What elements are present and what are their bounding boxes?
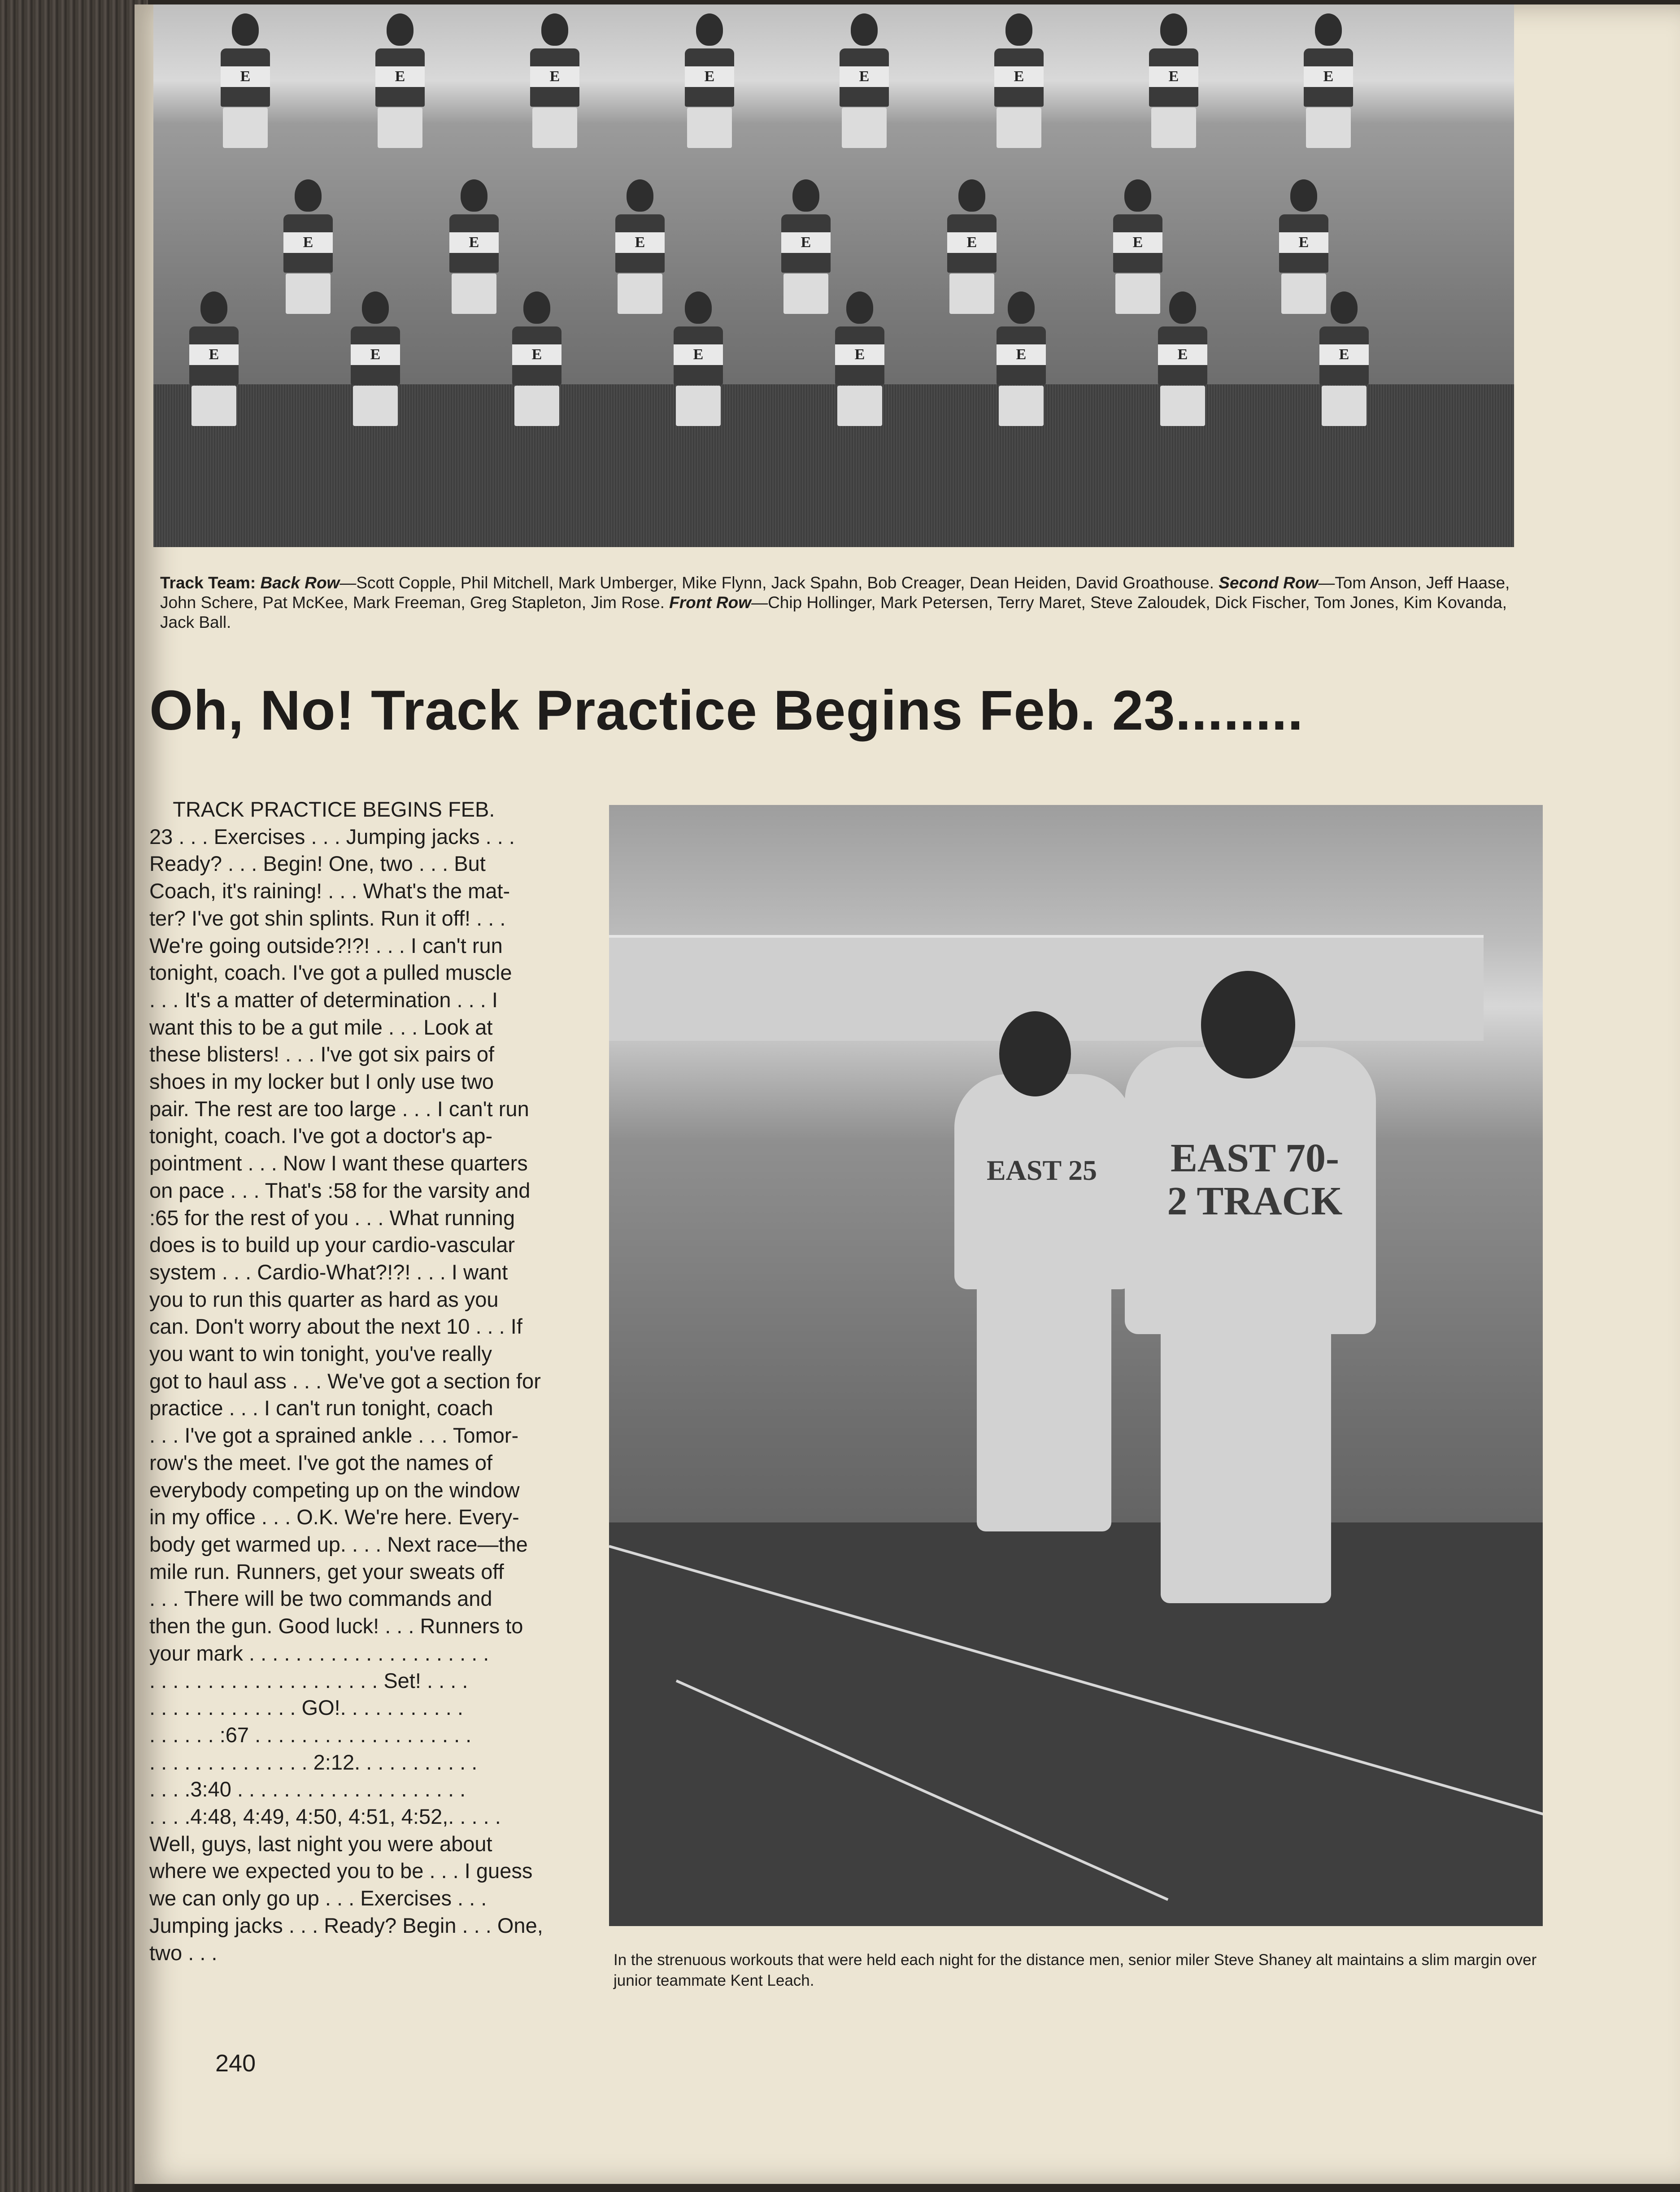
- team-member-shorts: [286, 274, 331, 314]
- story-line: . . . . . . . . . . . . . GO!. . . . . . . . . . .: [149, 1696, 463, 1720]
- team-member-figure: [1310, 291, 1378, 426]
- jersey-letter: E: [685, 66, 734, 87]
- team-member-figure: [274, 179, 342, 314]
- story-line: your mark . . . . . . . . . . . . . . . . . . . . .: [149, 1641, 489, 1665]
- team-member-shorts: [1160, 386, 1205, 426]
- runners-photo-caption: In the strenuous workouts that were held each night for the distance men, senior miler Steve Shaney alt maintains a slim margin over junior teammate Kent Leach.: [614, 1951, 1537, 1989]
- team-member-head: [295, 179, 322, 212]
- team-member-shorts: [1322, 386, 1367, 426]
- team-member-figure: [1149, 291, 1216, 426]
- jersey-letter: E: [1158, 344, 1207, 365]
- caption-back-row-label: Back Row: [260, 574, 340, 592]
- story-line: TRACK PRACTICE BEGINS FEB.: [149, 797, 495, 821]
- team-member-head: [851, 13, 878, 46]
- jersey-letter: E: [840, 66, 889, 87]
- story-line: . . . . . . . . . . . . . . 2:12. . . . . . . . . . .: [149, 1750, 478, 1774]
- team-member-shorts: [837, 386, 882, 426]
- story-line: tonight, coach. I've got a doctor's ap-: [149, 1124, 493, 1148]
- story-line: we can only go up . . . Exercises . . .: [149, 1886, 487, 1910]
- caption-second-row-names: —Tom Anson, Jeff Haase, John Schere, Pat McKee, Mark Freeman, Greg Stapleton, Jim Rose.: [160, 574, 1510, 612]
- team-member-shorts: [378, 108, 422, 148]
- team-member-head: [1290, 179, 1317, 212]
- story-line: ter? I've got shin splints. Run it off! . . .: [149, 906, 506, 930]
- jersey-letter: E: [994, 66, 1044, 87]
- team-member-shorts: [676, 386, 721, 426]
- team-member-head: [627, 179, 653, 212]
- jersey-letter: E: [530, 66, 579, 87]
- story-text: [149, 796, 566, 1966]
- story-line: can. Don't worry about the next 10 . . . If: [149, 1314, 522, 1339]
- story-line: . . . . . . :67 . . . . . . . . . . . . . . . . . . .: [149, 1722, 472, 1747]
- team-member-shorts: [1151, 108, 1196, 148]
- caption-front-row-label: Front Row: [669, 593, 752, 612]
- story-line: body get warmed up. . . . Next race—the: [149, 1532, 528, 1556]
- team-member-head: [232, 13, 259, 46]
- story-line: then the gun. Good luck! . . . Runners to: [149, 1614, 523, 1638]
- team-member-head: [1008, 291, 1035, 324]
- caption-front-row-names: —Chip Hollinger, Mark Petersen, Terry Maret, Steve Zaloudek, Dick Fischer, Tom Jones, Kim Kovanda, Jack Ball.: [160, 593, 1507, 631]
- story-line: 23 . . . Exercises . . . Jumping jacks . . .: [149, 824, 515, 848]
- team-member-figure: [521, 13, 588, 148]
- jersey-letter: E: [283, 232, 333, 253]
- book-page-edges: [0, 0, 148, 2192]
- story-line: two . . .: [149, 1940, 218, 1965]
- team-member-shorts: [783, 274, 828, 314]
- team-member-head: [696, 13, 723, 46]
- page-number: 240: [215, 2050, 256, 2077]
- team-member-shorts: [192, 386, 236, 426]
- story-line: in my office . . . O.K. We're here. Every-: [149, 1505, 519, 1529]
- story-line: row's the meet. I've got the names of: [149, 1450, 493, 1474]
- runner-left-pants: [977, 1280, 1111, 1531]
- running-track: [609, 1522, 1543, 1926]
- jersey-letter: E: [189, 344, 239, 365]
- story-line: practice . . . I can't run tonight, coach: [149, 1396, 493, 1420]
- team-member-figure: [503, 291, 570, 426]
- team-member-shorts: [353, 386, 398, 426]
- story-line: got to haul ass . . . We've got a section for: [149, 1369, 541, 1393]
- jersey-letter: E: [1149, 66, 1198, 87]
- team-member-shorts: [687, 108, 732, 148]
- jersey-letter: E: [512, 344, 561, 365]
- team-member-shorts: [223, 108, 268, 148]
- story-line: Well, guys, last night you were about: [149, 1831, 492, 1856]
- team-member-shorts: [514, 386, 559, 426]
- team-member-figure: [180, 291, 248, 426]
- jersey-letter: E: [1113, 232, 1162, 253]
- story-line: want this to be a gut mile . . . Look at: [149, 1015, 493, 1039]
- story-line: . . . .4:48, 4:49, 4:50, 4:51, 4:52,. . . . .: [149, 1805, 501, 1829]
- team-member-shorts: [999, 386, 1044, 426]
- story-line: on pace . . . That's :58 for the varsity and: [149, 1178, 531, 1202]
- team-member-figure: [212, 13, 279, 148]
- page-bottom-edge: [135, 2184, 1680, 2192]
- team-member-shorts: [1306, 108, 1351, 148]
- story-line: . . . I've got a sprained ankle . . . Tomor-: [149, 1423, 519, 1448]
- jersey-letter: E: [947, 232, 997, 253]
- story-line: pair. The rest are too large . . . I can't run: [149, 1096, 529, 1121]
- story-line: :65 for the rest of you . . . What running: [149, 1205, 515, 1230]
- sweatshirt-right-text: EAST 70-2 TRACK: [1167, 1136, 1343, 1223]
- story-line: you to run this quarter as hard as you: [149, 1287, 499, 1311]
- jersey-letter: E: [375, 66, 425, 87]
- jersey-letter: E: [1319, 344, 1369, 365]
- sweatshirt-left-text: EAST 25: [986, 1154, 1097, 1186]
- story-line: Jumping jacks . . . Ready? Begin . . . One,: [149, 1913, 543, 1937]
- team-member-figure: [1140, 13, 1207, 148]
- team-member-figure: [985, 13, 1053, 148]
- team-member-head: [523, 291, 550, 324]
- jersey-letter: E: [449, 232, 499, 253]
- story-line: . . . There will be two commands and: [149, 1587, 492, 1611]
- jersey-letter: E: [674, 344, 723, 365]
- jersey-letter: E: [615, 232, 665, 253]
- team-photo: [153, 4, 1514, 547]
- runner-right-pants: [1161, 1325, 1331, 1603]
- team-member-figure: [831, 13, 898, 148]
- team-member-head: [846, 291, 873, 324]
- story-line: system . . . Cardio-What?!?! . . . I want: [149, 1260, 508, 1284]
- story-line: pointment . . . Now I want these quarters: [149, 1151, 528, 1175]
- jersey-letter: E: [1279, 232, 1328, 253]
- story-line: where we expected you to be . . . I guess: [149, 1859, 533, 1883]
- jersey-letter: E: [835, 344, 884, 365]
- runner-left-head: [999, 1011, 1071, 1096]
- story-line: . . . It's a matter of determination . . . I: [149, 987, 498, 1012]
- story-line: Coach, it's raining! . . . What's the mat-: [149, 879, 510, 903]
- story-line: . . . .3:40 . . . . . . . . . . . . . . . . . . . .: [149, 1777, 466, 1801]
- team-member-head: [200, 291, 227, 324]
- page-headline: Oh, No! Track Practice Begins Feb. 23........: [149, 679, 1304, 742]
- caption-back-row-names: —Scott Copple, Phil Mitchell, Mark Umberger, Mike Flynn, Jack Spahn, Bob Creager, Dean Heiden, David Groathouse.: [339, 574, 1214, 592]
- team-member-head: [1315, 13, 1342, 46]
- team-member-head: [541, 13, 568, 46]
- team-member-shorts: [452, 274, 496, 314]
- team-member-head: [1005, 13, 1032, 46]
- story-line: you want to win tonight, you've really: [149, 1342, 492, 1366]
- team-member-head: [685, 291, 712, 324]
- team-member-head: [1124, 179, 1151, 212]
- story-line: Ready? . . . Begin! One, two . . . But: [149, 852, 486, 876]
- team-member-head: [387, 13, 413, 46]
- team-member-shorts: [618, 274, 662, 314]
- team-member-head: [958, 179, 985, 212]
- runners-photo: [609, 805, 1543, 1926]
- team-photo-caption: [160, 573, 1510, 632]
- team-member-figure: [988, 291, 1055, 426]
- story-line: tonight, coach. I've got a pulled muscle: [149, 961, 512, 985]
- team-member-shorts: [842, 108, 887, 148]
- jersey-letter: E: [1304, 66, 1353, 87]
- team-member-figure: [1295, 13, 1362, 148]
- team-member-figure: [826, 291, 893, 426]
- team-member-head: [1169, 291, 1196, 324]
- story-line: . . . . . . . . . . . . . . . . . . . . Set! . . . .: [149, 1668, 468, 1692]
- team-member-head: [1160, 13, 1187, 46]
- story-line: everybody competing up on the window: [149, 1478, 520, 1502]
- runner-right-head: [1201, 971, 1295, 1079]
- team-member-head: [792, 179, 819, 212]
- story-line: does is to build up your cardio-vascular: [149, 1233, 515, 1257]
- jersey-letter: E: [221, 66, 270, 87]
- team-member-figure: [366, 13, 434, 148]
- team-member-shorts: [997, 108, 1041, 148]
- team-member-head: [362, 291, 389, 324]
- team-member-head: [461, 179, 487, 212]
- story-line: We're going outside?!?! . . . I can't run: [149, 933, 503, 957]
- team-member-head: [1331, 291, 1358, 324]
- team-member-shorts: [532, 108, 577, 148]
- caption-label: Track Team:: [160, 574, 256, 592]
- team-member-figure: [676, 13, 743, 148]
- jersey-letter: E: [351, 344, 400, 365]
- team-member-figure: [440, 179, 508, 314]
- story-line: mile run. Runners, get your sweats off: [149, 1559, 504, 1583]
- caption-second-row-label: Second Row: [1219, 574, 1319, 592]
- story-line: shoes in my locker but I only use two: [149, 1070, 494, 1094]
- team-member-figure: [606, 179, 674, 314]
- team-member-figure: [665, 291, 732, 426]
- story-line: these blisters! . . . I've got six pairs of: [149, 1042, 495, 1066]
- team-member-figure: [342, 291, 409, 426]
- jersey-letter: E: [781, 232, 831, 253]
- jersey-letter: E: [997, 344, 1046, 365]
